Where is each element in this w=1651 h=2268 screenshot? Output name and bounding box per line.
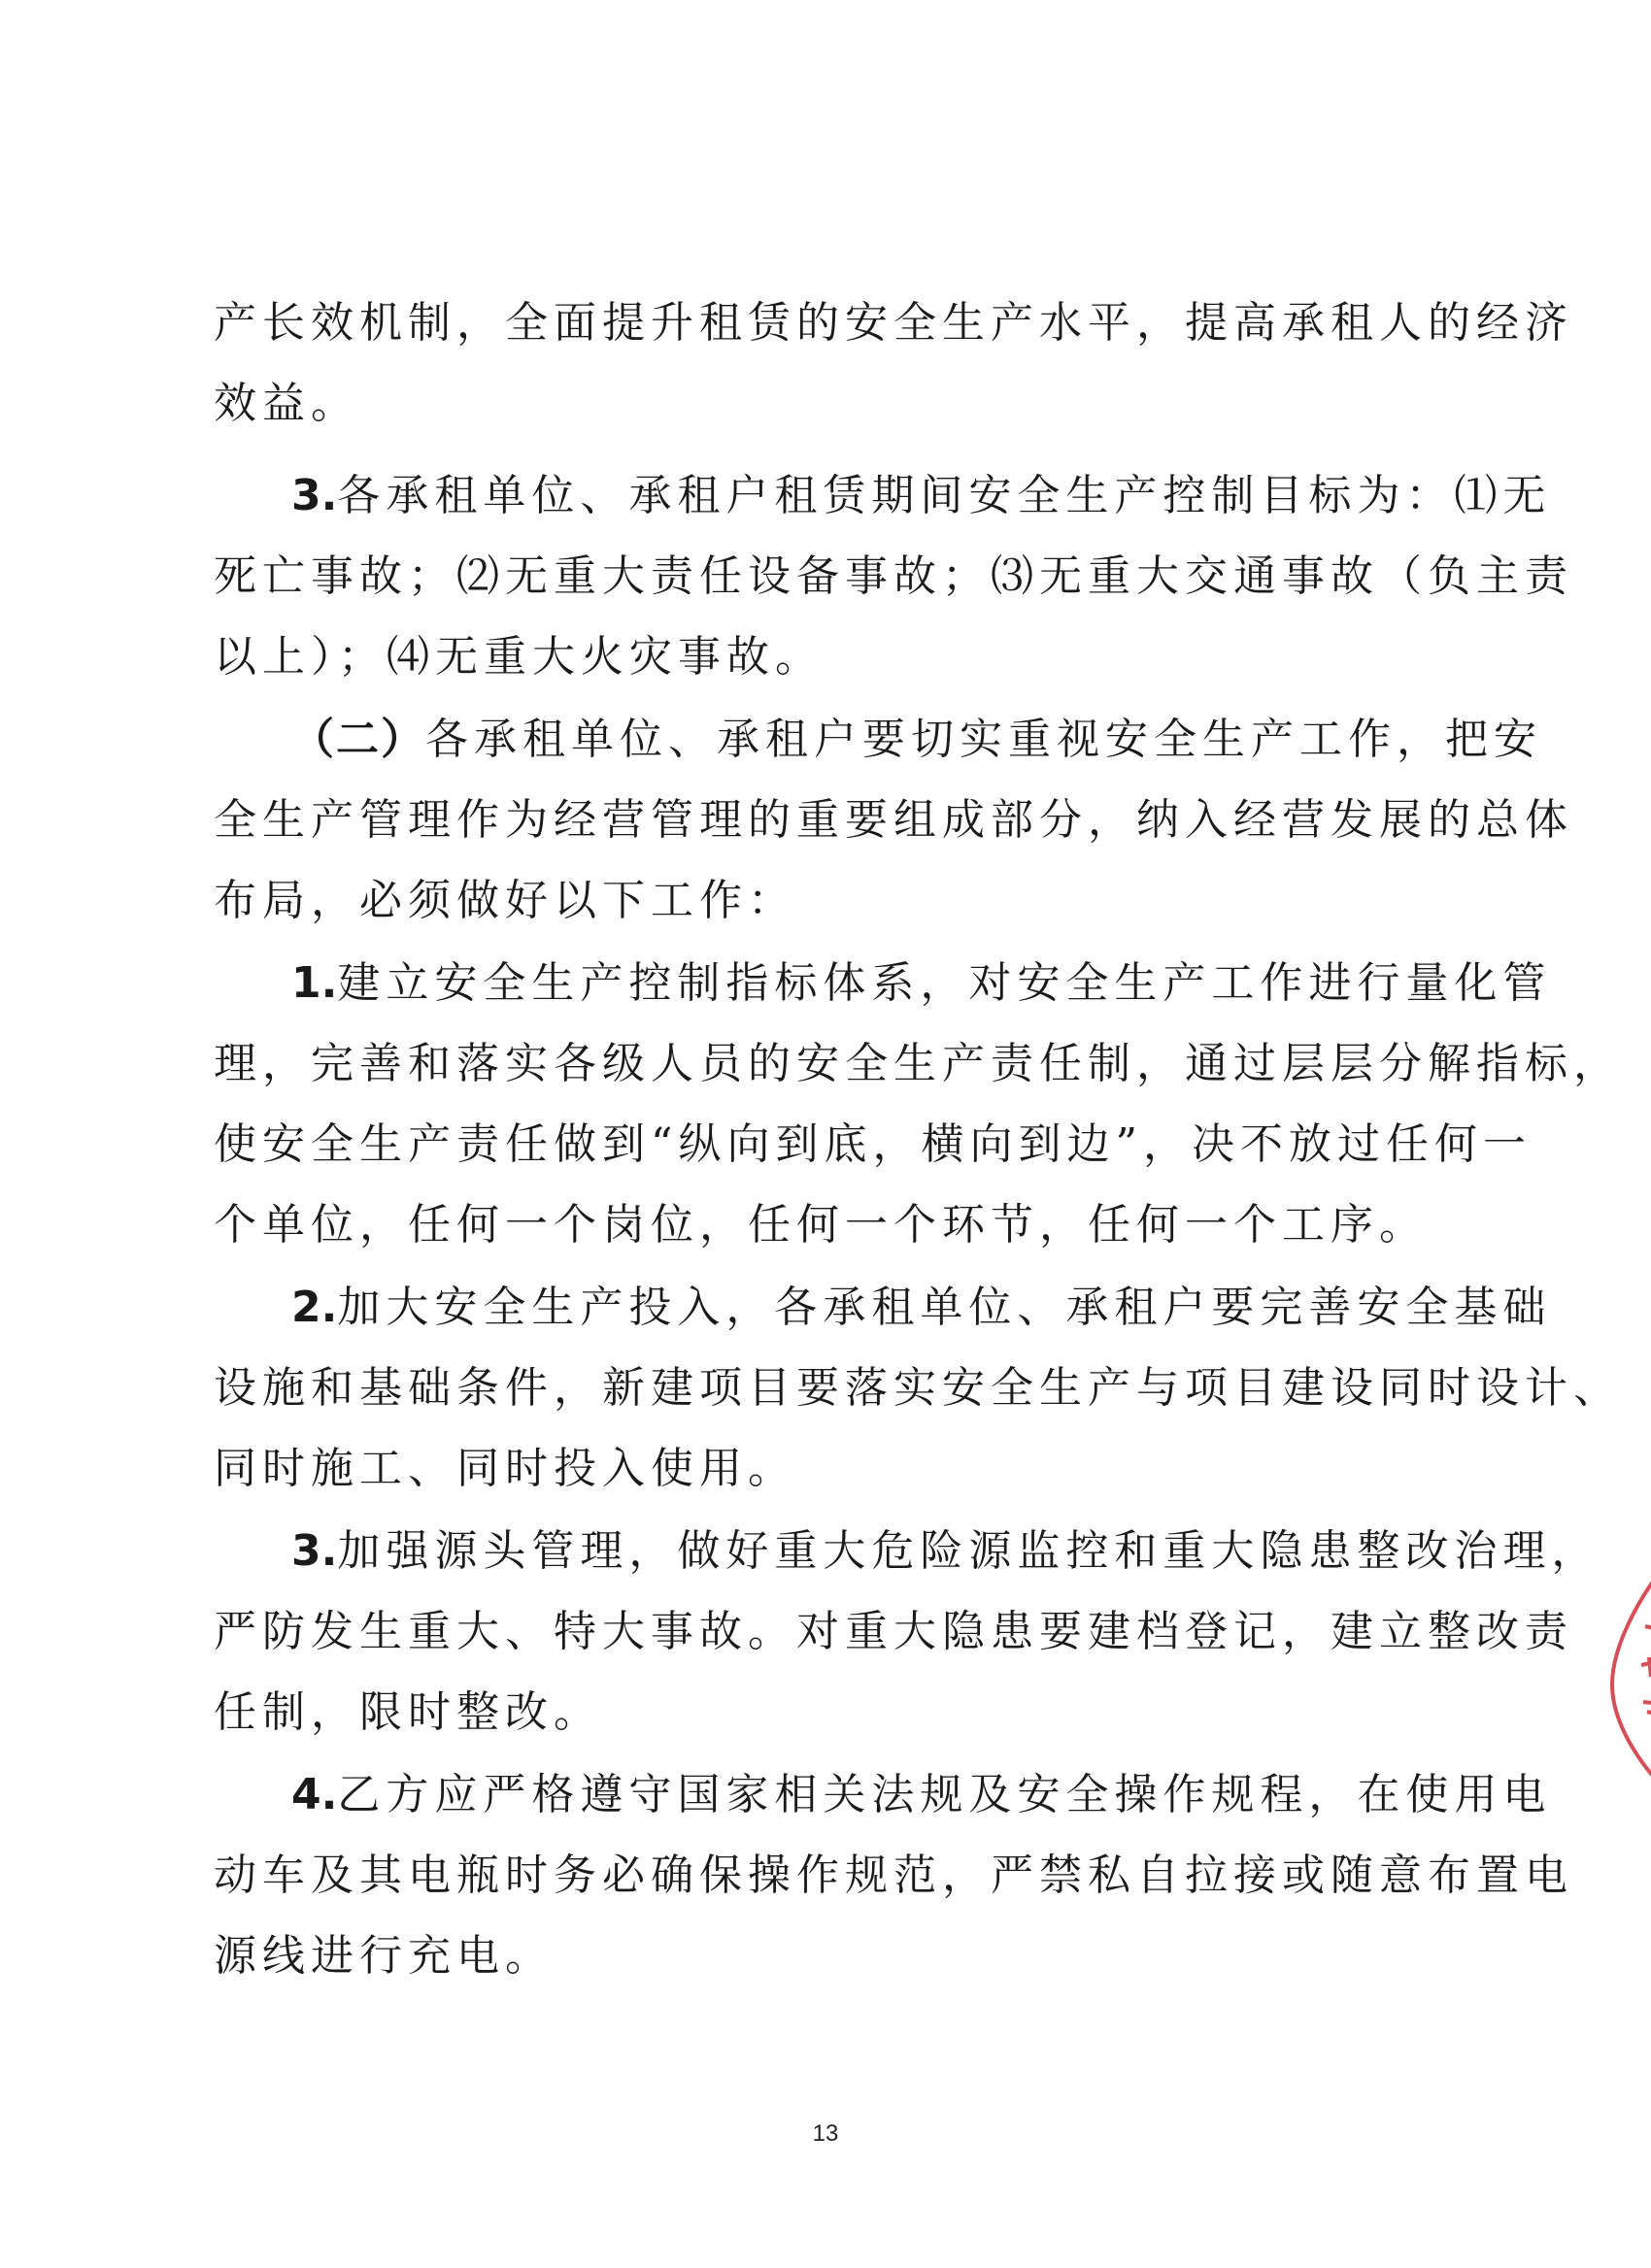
text-line: 设施和基础条件，新建项目要落实安全生产与项目建设同时设计、 xyxy=(214,1363,1622,1413)
text-line: 效益。 xyxy=(214,379,359,428)
text-line: 死亡事故；⑵无重大责任设备事故；⑶无重大交通事故（负主责 xyxy=(214,551,1573,601)
text-line xyxy=(291,469,1551,523)
text-line: 严防发生重大、特大事故。对重大隐患要建档登记，建立整改责 xyxy=(214,1607,1573,1656)
text-line xyxy=(291,956,1551,1011)
text-line: 产长效机制，全面提升租赁的安全生产水平，提高承租人的经济 xyxy=(214,298,1573,348)
item-text: 加强源头管理，做好重大危险源监控和重大隐患整改治理， xyxy=(337,1526,1600,1576)
item-text: 建立安全生产控制指标体系，对安全生产工作进行量化管 xyxy=(337,958,1552,1008)
text-line: 以上）；⑷无重大火灾事故。 xyxy=(214,632,824,682)
page-number: 13 xyxy=(812,2120,839,2147)
item-number: 3. xyxy=(291,471,338,520)
text-line: 使安全生产责任做到“纵向到底，横向到边”，决不放过任何一 xyxy=(214,1119,1532,1169)
text-line xyxy=(291,1768,1551,1822)
text-line: 同时施工、同时投入使用。 xyxy=(214,1444,796,1493)
item-text: 加大安全生产投入，各承租单位、承租户要完善安全基础 xyxy=(337,1283,1552,1332)
item-number: 3. xyxy=(291,1526,338,1576)
text-line: 任制，限时整改。 xyxy=(214,1687,602,1737)
text-line: 全生产管理作为经营管理的重要组成部分，纳入经营发展的总体 xyxy=(214,795,1573,845)
seal-stamp-icon xyxy=(1573,1529,1651,1820)
item-number: 4. xyxy=(291,1770,338,1819)
text-line: 理，完善和落实各级人员的安全生产责任制，通过层层分解指标， xyxy=(214,1039,1622,1088)
item-text: 各承租单位、承租户租赁期间安全生产控制目标为：⑴无 xyxy=(337,471,1552,520)
text-line xyxy=(291,1281,1551,1335)
section-heading-mark: （二） xyxy=(291,715,425,764)
text-line: 动车及其电瓶时务必确保操作规范，严禁私自拉接或随意布置电 xyxy=(214,1851,1573,1900)
text-line xyxy=(291,713,1542,767)
section-text: 各承租单位、承租户要切实重视安全生产工作，把安 xyxy=(425,715,1542,764)
text-line: 布局，必须做好以下工作： xyxy=(214,876,796,925)
item-number: 2. xyxy=(291,1283,338,1332)
item-text: 乙方应严格遵守国家相关法规及安全操作规程，在使用电 xyxy=(337,1770,1552,1819)
text-line: 个单位，任何一个岗位，任何一个环节，任何一个工序。 xyxy=(214,1200,1428,1250)
item-number: 1. xyxy=(291,958,338,1008)
text-line xyxy=(291,1524,1600,1579)
text-line: 源线进行充电。 xyxy=(214,1931,554,1981)
